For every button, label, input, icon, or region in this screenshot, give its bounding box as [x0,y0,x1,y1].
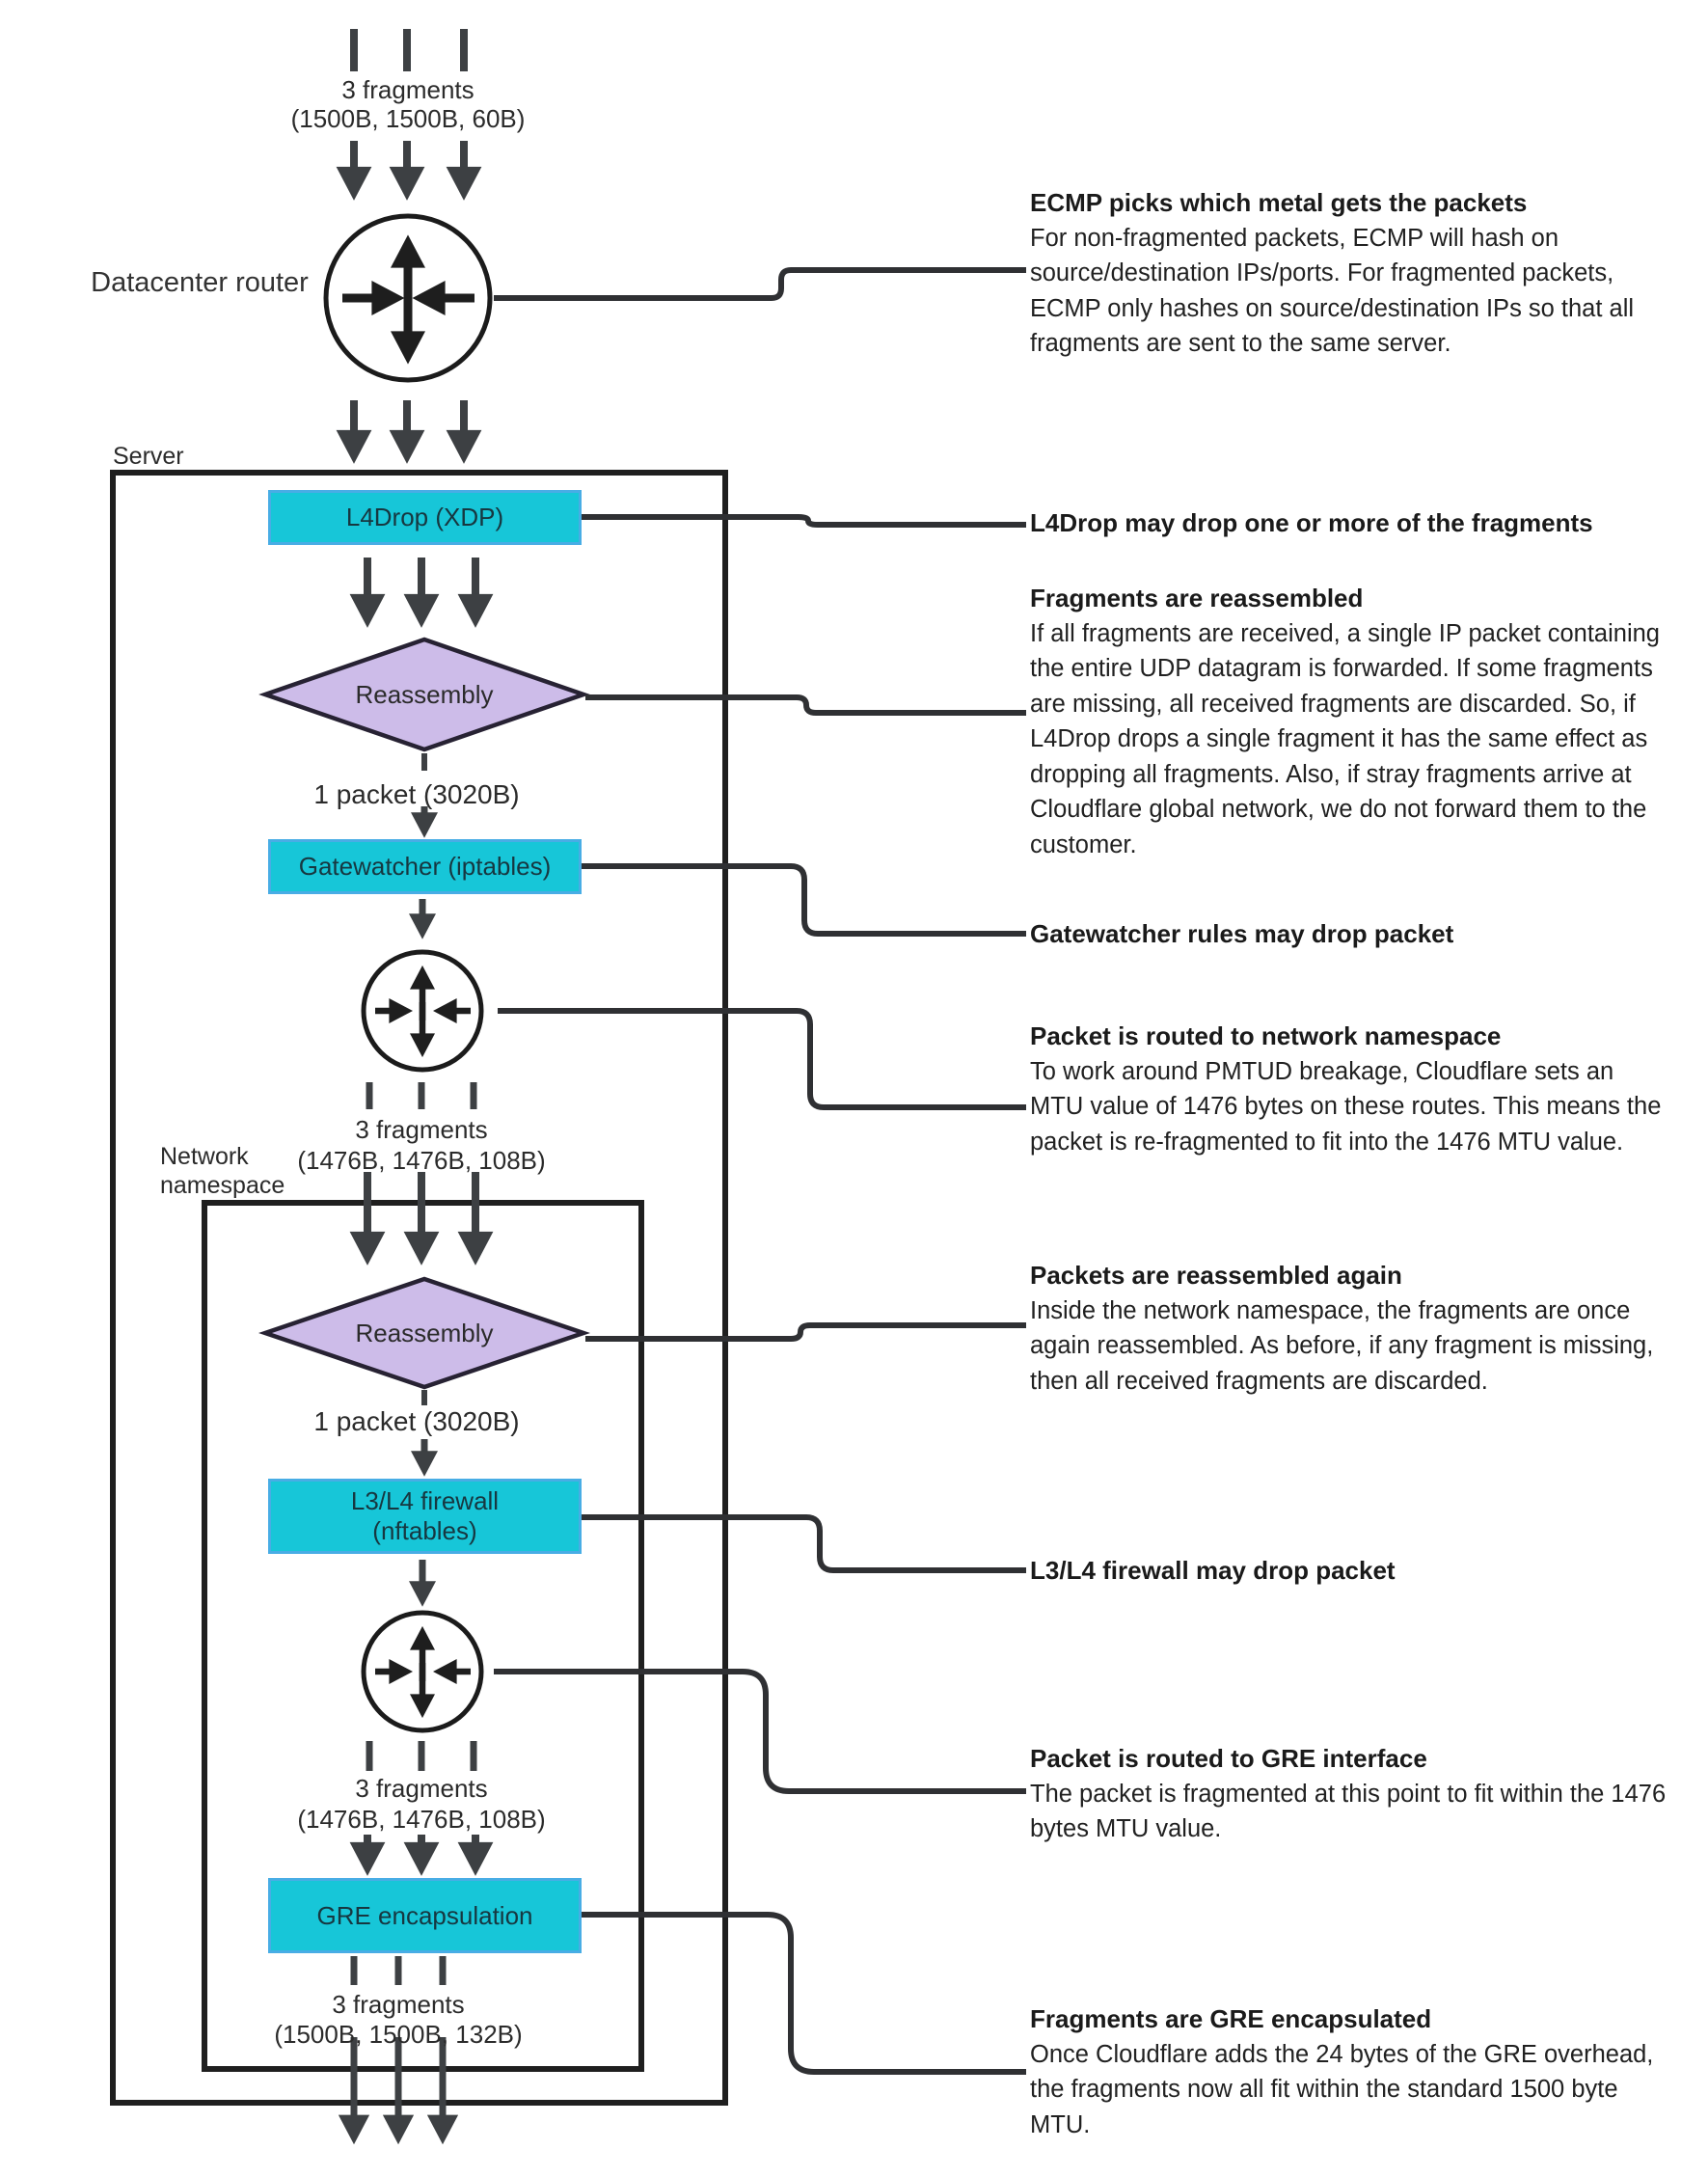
server-label: Server [113,443,184,470]
annotation-heading: L4Drop may drop one or more of the fragments [1030,508,1593,537]
fragments-top-label: 3 fragments [341,75,474,104]
fragment-dashes-after-gre [354,1956,443,1985]
route-to-gre-router-icon [364,1613,481,1730]
fragments3-label: 3 fragments [355,1774,488,1803]
fragments3-sizes: (1476B, 1476B, 108B) [297,1805,546,1834]
annotation-heading: Packets are reassembled again [1030,1261,1402,1290]
fragments2-sizes: (1476B, 1476B, 108B) [297,1146,546,1175]
arrows-into-datacenter-router [354,141,464,188]
annotation-body: Inside the network namespace, the fragments are once again reassembled. As before, if any fragment is missing, then all received fragments are discarded. [1030,1296,1654,1395]
l4drop-box [268,490,582,545]
gre-box [268,1878,582,1953]
fragment-dashes-top [354,29,464,71]
annotation-body: The packet is fragmented at this point to fit within the 1476 bytes MTU value. [1030,1780,1667,1842]
annotation-gre-encapsulated [1030,2001,1667,2142]
firewall-label-line1: L3/L4 firewall [350,1486,500,1515]
gre-label: GRE encapsulation [316,1900,533,1930]
annotation-heading: ECMP picks which metal gets the packets [1030,188,1528,217]
arrows-out-of-server [354,2037,443,2134]
fragment-dashes-after-route2 [369,1741,474,1771]
annotation-body: Once Cloudflare adds the 24 bytes of the GRE overhead, the fragments now all fit within the standard 1500 byte MTU. [1030,2040,1654,2138]
arrows-into-reassembly2 [367,1172,475,1253]
arrows-into-server [354,400,464,451]
annotation-routed-namespace [1030,1019,1667,1159]
fragments2-label: 3 fragments [355,1115,488,1144]
datacenter-router-label: Datacenter router [91,267,309,298]
network-namespace-label: Network namespace [160,1143,285,1199]
annotation-heading: Fragments are GRE encapsulated [1030,2004,1432,2033]
annotation-firewall [1030,1553,1667,1589]
fragment-dashes-after-route1 [369,1082,474,1109]
packet2-label: 1 packet (3020B) [313,1406,520,1436]
annotation-heading: Fragments are reassembled [1030,584,1364,612]
reassembly1-label: Reassembly [355,680,494,709]
arrows-into-gre [367,1835,475,1864]
route-to-namespace-router-icon [364,952,481,1070]
packet1-label: 1 packet (3020B) [313,779,520,809]
datacenter-router-icon [326,216,490,380]
gatewatcher-box [268,839,582,894]
gatewatcher-label: Gatewatcher (iptables) [298,852,552,881]
annotation-l4drop [1030,505,1667,541]
annotation-heading: Packet is routed to GRE interface [1030,1744,1427,1773]
annotation-ecmp [1030,185,1667,362]
annotation-body: If all fragments are received, a single IP packet containing the entire UDP datagram is forwarded. If some fragments are missing, all received fragments are discarded. So, if L4Drop drops a single fragment it has the same effect as dropping all fragments. Also, if stray fragments arrive at Cloudflare global network, we do not forward them to the customer. [1030,619,1660,858]
fragments4-sizes: (1500B, 1500B, 132B) [274,2020,523,2049]
firewall-label-line2: (nftables) [372,1516,477,1545]
annotation-reassembled [1030,581,1667,862]
annotation-heading: Packet is routed to network namespace [1030,1021,1502,1050]
annotation-gre-interface [1030,1741,1667,1847]
firewall-box [268,1479,582,1554]
l4drop-label: L4Drop (XDP) [345,503,504,531]
fragments4-label: 3 fragments [332,1990,465,2019]
annotation-heading: L3/L4 firewall may drop packet [1030,1556,1396,1585]
annotation-body: To work around PMTUD breakage, Cloudflare sets an MTU value of 1476 bytes on these routes. This means the packet is re-fragmented to fit into the 1476 MTU value. [1030,1057,1662,1156]
fragments-top-sizes: (1500B, 1500B, 60B) [290,104,526,133]
annotation-gatewatcher [1030,916,1667,952]
annotation-body: For non-fragmented packets, ECMP will hash on source/destination IPs/ports. For fragmented packets, ECMP only hashes on source/destination IPs so that all fragments are sent to the same server. [1030,224,1635,357]
annotation-reassembled-again [1030,1258,1667,1399]
annotation-heading: Gatewatcher rules may drop packet [1030,919,1454,948]
reassembly2-label: Reassembly [355,1319,494,1347]
arrows-into-reassembly1 [367,558,475,615]
